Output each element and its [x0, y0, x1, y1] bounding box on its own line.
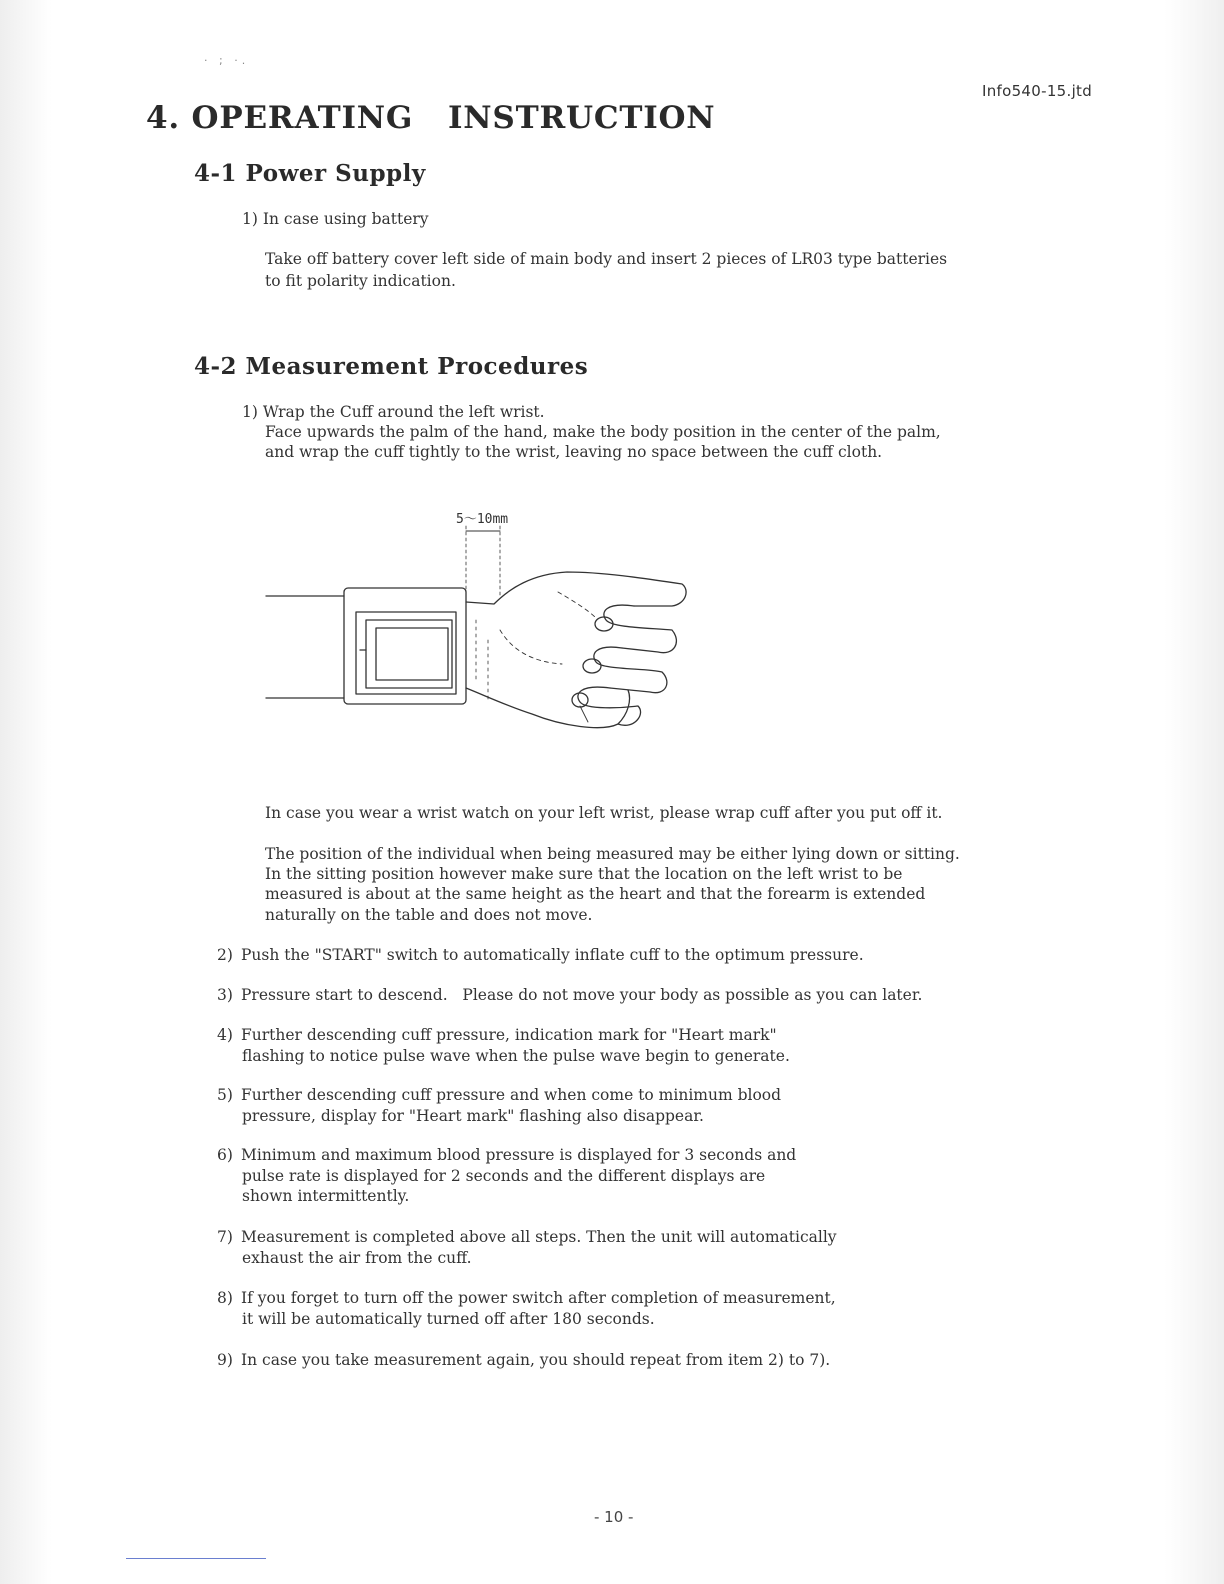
step-9: [217, 1350, 830, 1371]
step-8: [217, 1288, 836, 1329]
item-text: In case using battery: [262, 210, 429, 228]
step-number: 6): [217, 1146, 233, 1164]
wrist-cuff-illustration: [262, 500, 692, 750]
scan-shadow-right: [1164, 0, 1224, 1584]
note-position-line-1: The position of the individual when being measured may be either lying down or sitting.: [265, 845, 960, 863]
step-number: 3): [217, 986, 233, 1004]
measurement-item-1: [242, 402, 545, 423]
step-line: Pressure start to descend. Please do not move your body as possible as you can later.: [241, 986, 923, 1004]
step-3: [217, 985, 922, 1006]
note-wrist-watch: In case you wear a wrist watch on your left wrist, please wrap cuff after you put off it.: [265, 804, 943, 822]
step-7: [217, 1227, 837, 1268]
step-6: [217, 1145, 796, 1207]
step-line: pressure, display for "Heart mark" flashing also disappear.: [242, 1106, 704, 1125]
page-number: - 10 -: [594, 1508, 634, 1526]
step-line: Further descending cuff pressure and when come to minimum blood: [241, 1086, 782, 1104]
scan-artifact: · ; ·.: [204, 54, 250, 67]
step-number: 5): [217, 1086, 233, 1104]
section-heading-power-supply: 4-1 Power Supply: [194, 160, 426, 187]
step-number: 8): [217, 1289, 233, 1307]
page-title: 4. OPERATING INSTRUCTION: [146, 100, 716, 136]
step-line: In case you take measurement again, you should repeat from item 2) to 7).: [241, 1351, 831, 1369]
note-position-line-2: In the sitting position however make sure that the location on the left wrist to be: [265, 865, 903, 883]
bottom-rule: [126, 1558, 266, 1559]
step-line: exhaust the air from the cuff.: [242, 1248, 472, 1267]
step-line: If you forget to turn off the power switch after completion of measurement,: [241, 1289, 836, 1307]
step-line: shown intermittently.: [242, 1187, 410, 1205]
measurement-detail-line-2: and wrap the cuff tightly to the wrist, leaving no space between the cuff cloth.: [265, 443, 883, 461]
power-supply-detail-line-2: to fit polarity indication.: [265, 272, 456, 290]
step-number: 9): [217, 1351, 233, 1369]
power-supply-item-1: [242, 209, 429, 230]
cuff-gap-dimension-label: 5～10mm: [456, 512, 509, 527]
item-text: Wrap the Cuff around the left wrist.: [262, 403, 545, 421]
step-line: Further descending cuff pressure, indication mark for "Heart mark": [241, 1026, 777, 1044]
step-5: [217, 1085, 781, 1126]
step-line: it will be automatically turned off after 180 seconds.: [242, 1309, 655, 1328]
item-number: 1): [242, 210, 258, 228]
step-number: 2): [217, 946, 233, 964]
step-line: Measurement is completed above all steps. Then the unit will automatically: [241, 1228, 837, 1246]
step-number: 4): [217, 1026, 233, 1044]
step-number: 7): [217, 1228, 233, 1246]
power-supply-detail-line-1: Take off battery cover left side of main body and insert 2 pieces of LR03 type batteries: [265, 250, 948, 268]
note-position-line-4: naturally on the table and does not move.: [265, 906, 593, 924]
step-line: flashing to notice pulse wave when the pulse wave begin to generate.: [242, 1046, 790, 1065]
note-position-line-3: measured is about at the same height as the heart and that the forearm is extended: [265, 885, 926, 903]
wrist-hand-drawing: [262, 500, 692, 750]
step-2: [217, 945, 864, 966]
step-line: pulse rate is displayed for 2 seconds and the different displays are: [242, 1166, 766, 1185]
file-id: Info540-15.jtd: [982, 82, 1093, 100]
scan-shadow-left: [0, 0, 52, 1584]
measurement-detail-line-1: Face upwards the palm of the hand, make the body position in the center of the palm,: [265, 423, 941, 441]
section-heading-measurement-procedures: 4-2 Measurement Procedures: [194, 353, 589, 380]
step-4: [217, 1025, 790, 1066]
step-line: Push the "START" switch to automatically inflate cuff to the optimum pressure.: [241, 946, 864, 964]
step-line: Minimum and maximum blood pressure is displayed for 3 seconds and: [241, 1146, 797, 1164]
item-number: 1): [242, 403, 258, 421]
